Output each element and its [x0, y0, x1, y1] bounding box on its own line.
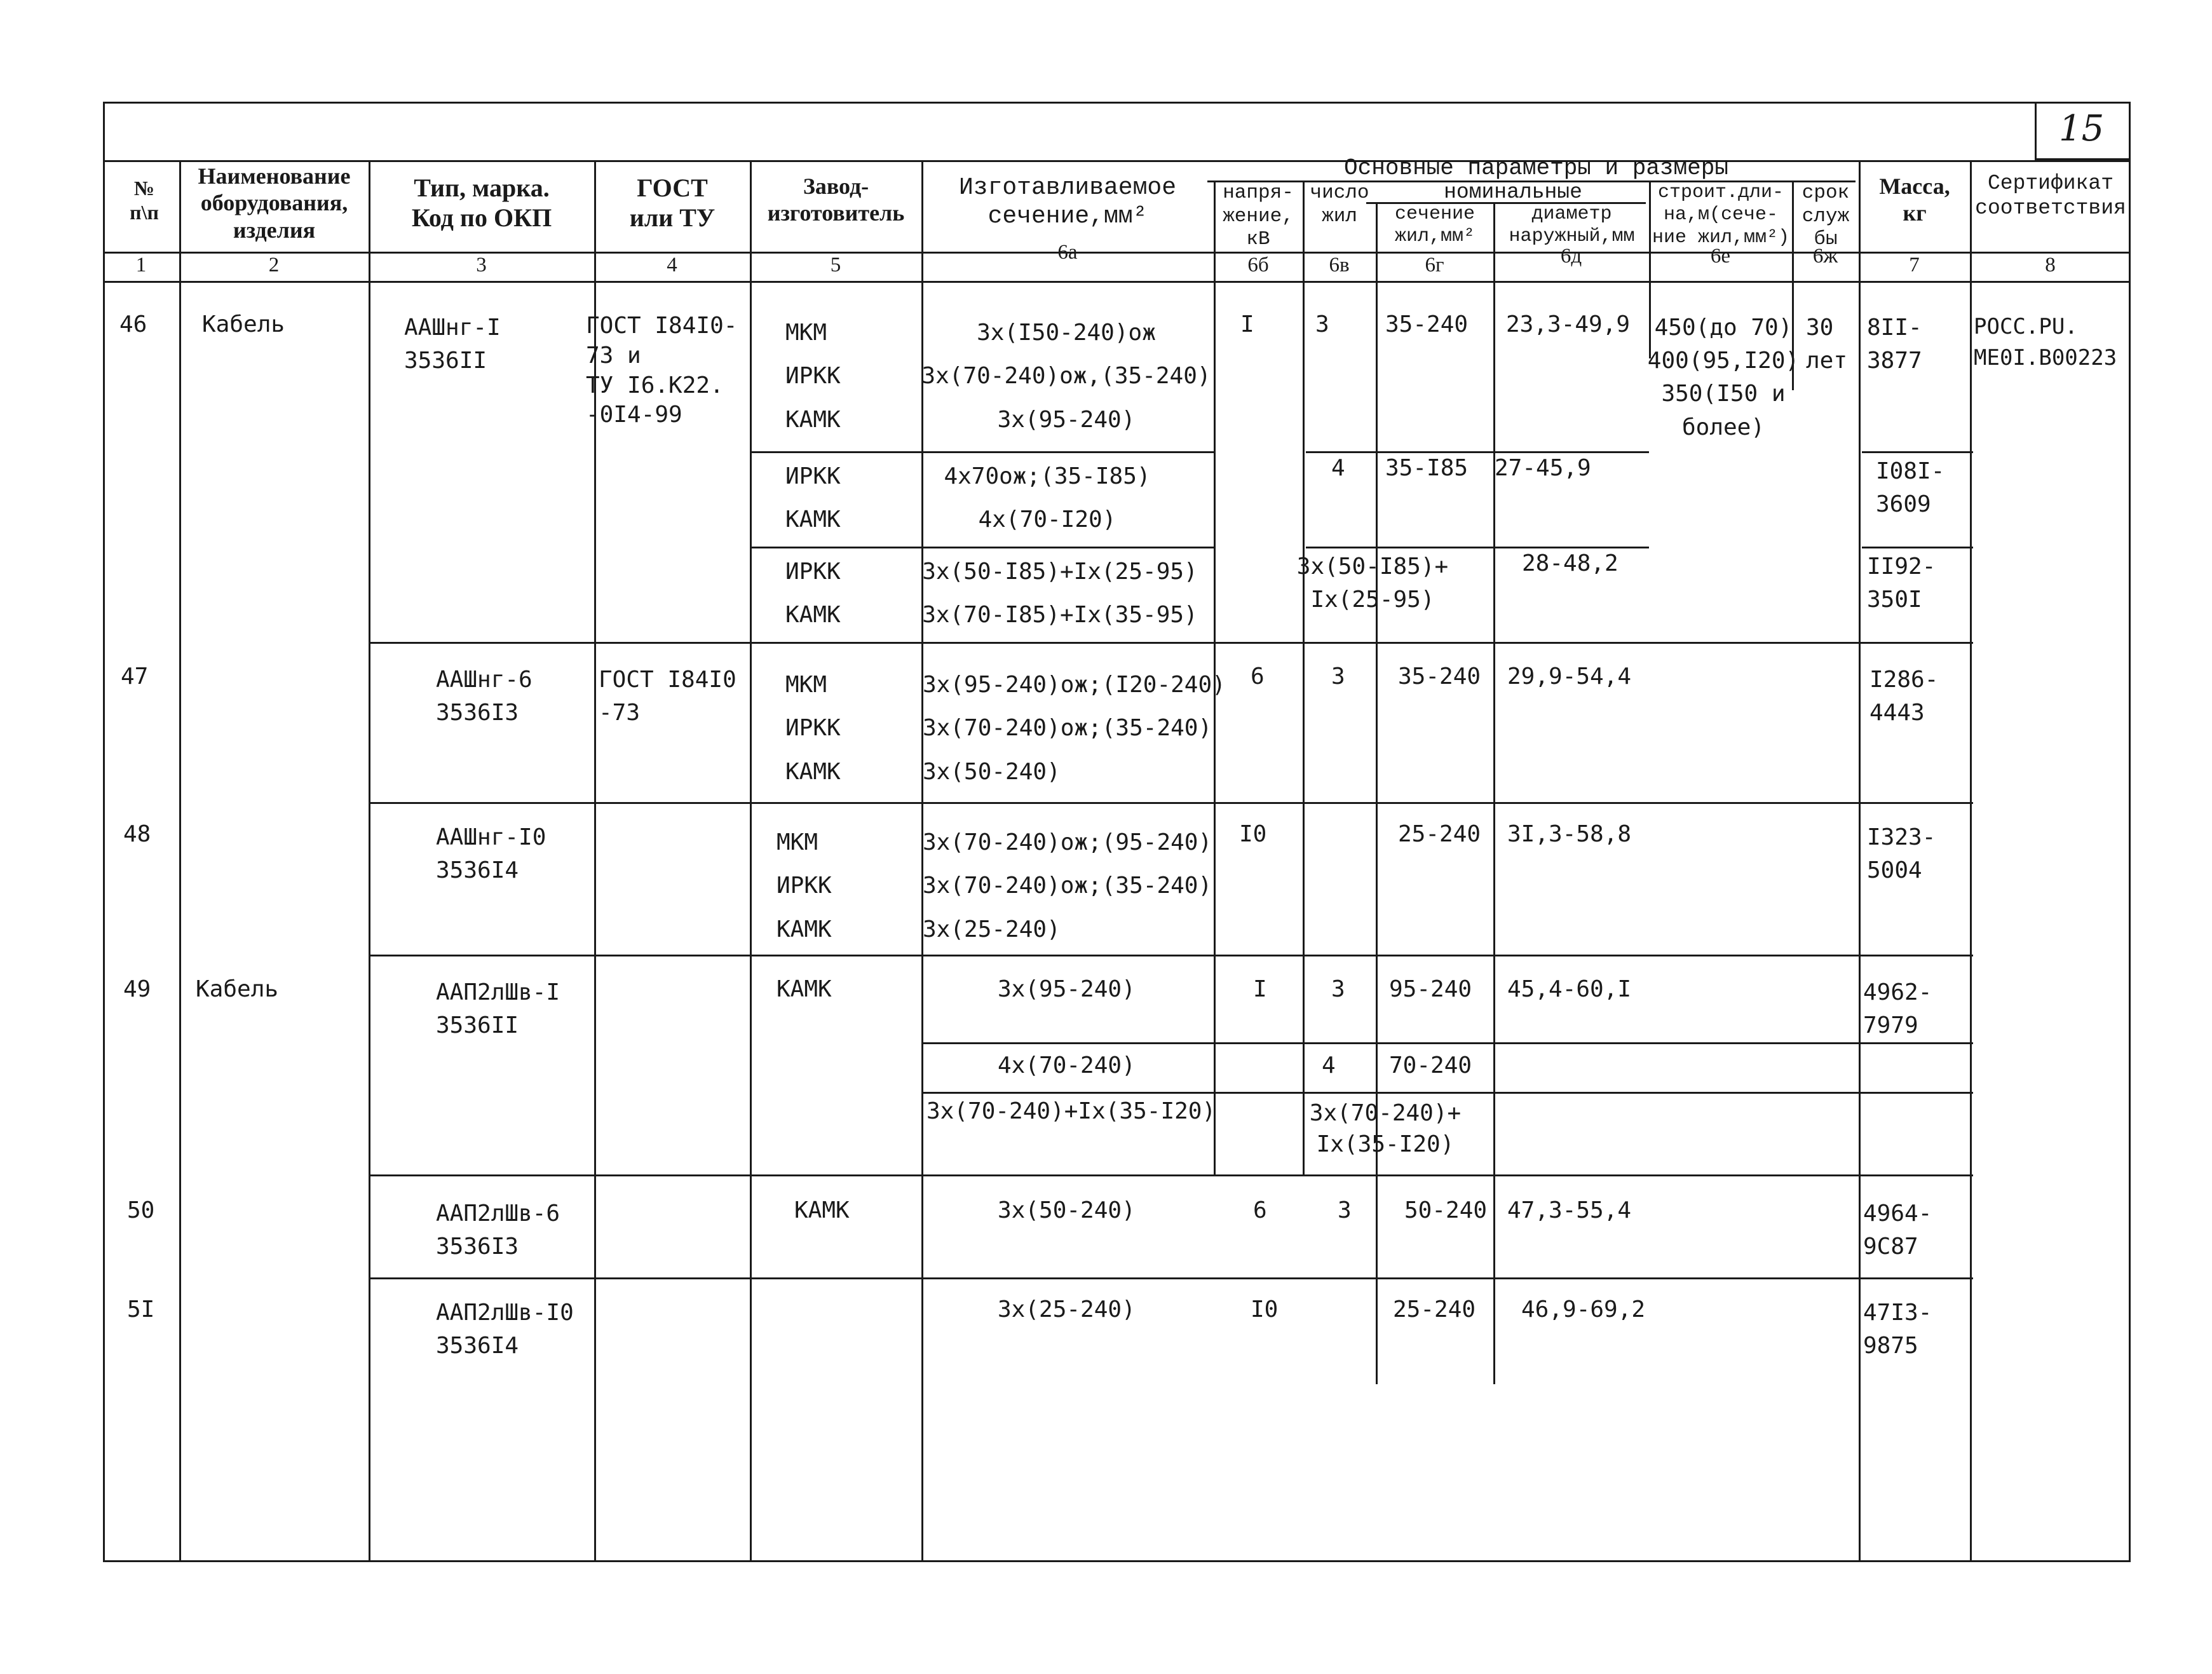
row46-sub1-line-mass — [1862, 451, 1973, 453]
core-count: 3 — [1315, 311, 1329, 337]
core-section: 35-240 — [1398, 663, 1481, 690]
row-number: 47 — [121, 663, 149, 690]
manufacturers: МКМ ИРКК КАМК — [785, 320, 841, 433]
section-range: 4х70ож;(35-I85) 4х(70-I20) — [944, 463, 1151, 533]
row46-sub2-line — [750, 547, 1214, 548]
manufacturers: ИРКК КАМК — [785, 463, 841, 533]
colnum-8: 8 — [2045, 254, 2056, 276]
outer-diameter: 45,4-60,I — [1507, 976, 1632, 1002]
header-voltage: напря- жение, кВ — [1223, 182, 1294, 251]
page-number: 15 — [2059, 108, 2105, 149]
cable-type-code: ААП2лШв-6 3536I3 — [436, 1201, 560, 1260]
core-section: 35-I85 — [1385, 455, 1469, 481]
header-service-life: срок служ бы — [1801, 182, 1850, 251]
mass: 4962- 7979 — [1863, 979, 1932, 1039]
colnum-4: 4 — [667, 254, 677, 276]
mass: 4964- 9C87 — [1863, 1201, 1932, 1260]
row50-top-line — [369, 1174, 1973, 1176]
mass: 47I3- 9875 — [1863, 1300, 1932, 1359]
outer-diameter: 47,3-55,4 — [1507, 1197, 1632, 1223]
cable-type-code: ААШнг-I 3536II — [404, 315, 501, 374]
header-mass: Масса, кг — [1879, 174, 1950, 226]
section-range: 3х(50-240) — [998, 1197, 1136, 1223]
voltage: I — [1253, 976, 1267, 1002]
row46-sub1-line — [750, 451, 1214, 453]
mass: II92- 350I — [1867, 554, 1936, 613]
header-core-section: сечение жил,мм² — [1394, 203, 1476, 248]
voltage: I — [1240, 311, 1254, 337]
core-count: 3 — [1338, 1197, 1352, 1223]
header-type: Тип, марка. Код по ОКП — [411, 174, 552, 233]
header-main-params: Основные параметры и размеры — [1344, 155, 1728, 181]
header-name: Наименование оборудования, изделия — [198, 163, 351, 243]
section-range: 4х(70-240) — [998, 1052, 1136, 1079]
header-nominal: номинальные — [1444, 180, 1582, 204]
outer-diameter: 3I,3-58,8 — [1507, 821, 1632, 847]
header-length: строит.дли- на,м(сече- ние жил,мм²) — [1652, 182, 1790, 248]
core-count: 4 — [1331, 455, 1345, 481]
manufacturers: МКМ ИРКК КАМК — [785, 672, 841, 785]
core-section: 70-240 — [1389, 1052, 1472, 1079]
colnum-2: 2 — [268, 254, 280, 276]
mass: 8II- 3877 — [1867, 315, 1922, 374]
outer-diameter: 28-48,2 — [1522, 550, 1618, 576]
row46-sub1-line-b — [1306, 451, 1649, 453]
section-range: 3х(70-240)+Iх(35-I20) — [926, 1098, 1216, 1124]
col1-2-divider — [179, 160, 181, 1562]
section-range: 3х(95-240) — [998, 976, 1136, 1002]
colnum-6d: 6д — [1560, 245, 1582, 268]
colnum-6g: 6г — [1425, 254, 1444, 276]
section-range: 3х(50-I85)+Iх(25-95) 3х(70-I85)+Iх(35-95) — [922, 559, 1198, 629]
outer-diameter: 23,3-49,9 — [1506, 311, 1631, 337]
voltage: I0 — [1251, 1296, 1279, 1323]
header-no: № п\п — [130, 177, 159, 224]
col6v-6g-divider — [1376, 202, 1378, 1384]
col6b-6v-divider — [1303, 180, 1305, 1174]
colnum-1: 1 — [135, 254, 147, 276]
cable-type-code: ААШнг-I0 3536I4 — [436, 824, 546, 884]
row47-top-line — [369, 642, 1973, 644]
row-number: 50 — [127, 1197, 155, 1223]
cable-type-code: ААШнг-6 3536I3 — [436, 667, 533, 726]
section-range: 3х(I50-240)ож 3х(70-240)ож,(35-240) 3х(95-240) — [921, 320, 1211, 433]
header-diameter: диаметр наружный,мм — [1509, 203, 1635, 248]
colnum-6zh: 6ж — [1812, 245, 1838, 268]
row49-sub2-line — [921, 1092, 1973, 1094]
row46-sub2-line-mass — [1862, 547, 1973, 548]
row51-top-line — [369, 1277, 1973, 1279]
col4-5-divider — [750, 160, 752, 1562]
equipment-name: Кабель — [202, 311, 285, 337]
header-section: Изготавливаемое сечение,мм² — [958, 174, 1177, 230]
colnum-6b: 6б — [1247, 254, 1269, 276]
core-section: 50-240 — [1404, 1197, 1488, 1223]
colnum-7: 7 — [1909, 254, 1920, 276]
row-number: 49 — [123, 976, 151, 1002]
section-range: 3х(25-240) — [998, 1296, 1136, 1323]
row-number: 46 — [119, 311, 147, 337]
row46-sub2-line-b — [1306, 547, 1649, 548]
header-gost: ГОСТ или ТУ — [629, 174, 716, 233]
col6g-6d-divider — [1493, 202, 1495, 1384]
manufacturers: МКМ ИРКК КАМК — [777, 829, 832, 942]
mass: I323- 5004 — [1867, 824, 1936, 884]
core-section: 25-240 — [1393, 1296, 1476, 1323]
col2-3-divider — [369, 160, 370, 1562]
voltage: 6 — [1253, 1197, 1267, 1223]
core-count: 3х(50-I85)+ Iх(25-95) — [1296, 554, 1449, 613]
construction-length: 450(до 70) 400(95,I20) 350(I50 и более) — [1647, 315, 1800, 440]
voltage: 6 — [1251, 663, 1265, 690]
outer-diameter: 27-45,9 — [1495, 455, 1591, 481]
mass: I286- 4443 — [1869, 667, 1939, 726]
core-section: 95-240 — [1389, 976, 1472, 1002]
gost-ref: ГОСТ I84I0- 73 и ТУ I6.К22. -0I4-99 — [586, 313, 738, 428]
outer-diameter: 29,9-54,4 — [1507, 663, 1632, 690]
gost-ref: ГОСТ I84I0 -73 — [599, 667, 736, 726]
colnum-6e: 6е — [1710, 245, 1731, 268]
row48-top-line — [369, 802, 1973, 804]
manufacturers: КАМК — [777, 976, 832, 1002]
header-certificate: Сертификат соответствия — [1975, 172, 2126, 220]
colnum-3: 3 — [476, 254, 487, 276]
header-plant: Завод- изготовитель — [767, 174, 905, 226]
certificate: РОСС.РU. МЕ0I.В00223 — [1974, 314, 2117, 371]
core-count: 3 — [1331, 663, 1345, 690]
colnum-5: 5 — [830, 254, 841, 276]
voltage: I0 — [1239, 821, 1267, 847]
row49-sub1-line — [921, 1042, 1973, 1044]
section-range: 3х(70-240)ож;(95-240) 3х(70-240)ож;(35-240) 3х(25-240) — [923, 829, 1212, 942]
cable-type-code: ААП2лШв-I 3536II — [436, 979, 560, 1039]
colnum-bottom-line — [103, 281, 2131, 283]
cable-type-code: ААП2лШв-I0 3536I4 — [436, 1300, 574, 1359]
col6zh-7-divider — [1859, 160, 1861, 1562]
core-count: 4 — [1322, 1052, 1336, 1079]
colnum-6a: 6а — [1057, 241, 1078, 264]
manufacturers: КАМК — [794, 1197, 850, 1223]
row-number: 5I — [127, 1296, 155, 1323]
service-life: 30 лет — [1806, 315, 1848, 374]
manufacturers: ИРКК КАМК — [785, 559, 841, 629]
row-number: 48 — [123, 821, 151, 847]
header-cores: число жил — [1310, 182, 1369, 228]
row49-top-line — [369, 955, 1973, 956]
col7-8-divider — [1970, 160, 1972, 1562]
core-count: 3 — [1331, 976, 1345, 1002]
core-count: 3х(70-240)+ Iх(35-I20) — [1309, 1100, 1462, 1157]
colnum-6v: 6в — [1329, 254, 1350, 276]
equipment-name: Кабель — [196, 976, 279, 1002]
core-section: 35-240 — [1385, 311, 1469, 337]
section-range: 3х(95-240)ож;(I20-240) 3х(70-240)ож;(35-240) 3х(50-240) — [923, 672, 1226, 785]
core-section: 25-240 — [1398, 821, 1481, 847]
mass: I08I- 3609 — [1876, 458, 1945, 518]
outer-diameter: 46,9-69,2 — [1521, 1296, 1646, 1323]
